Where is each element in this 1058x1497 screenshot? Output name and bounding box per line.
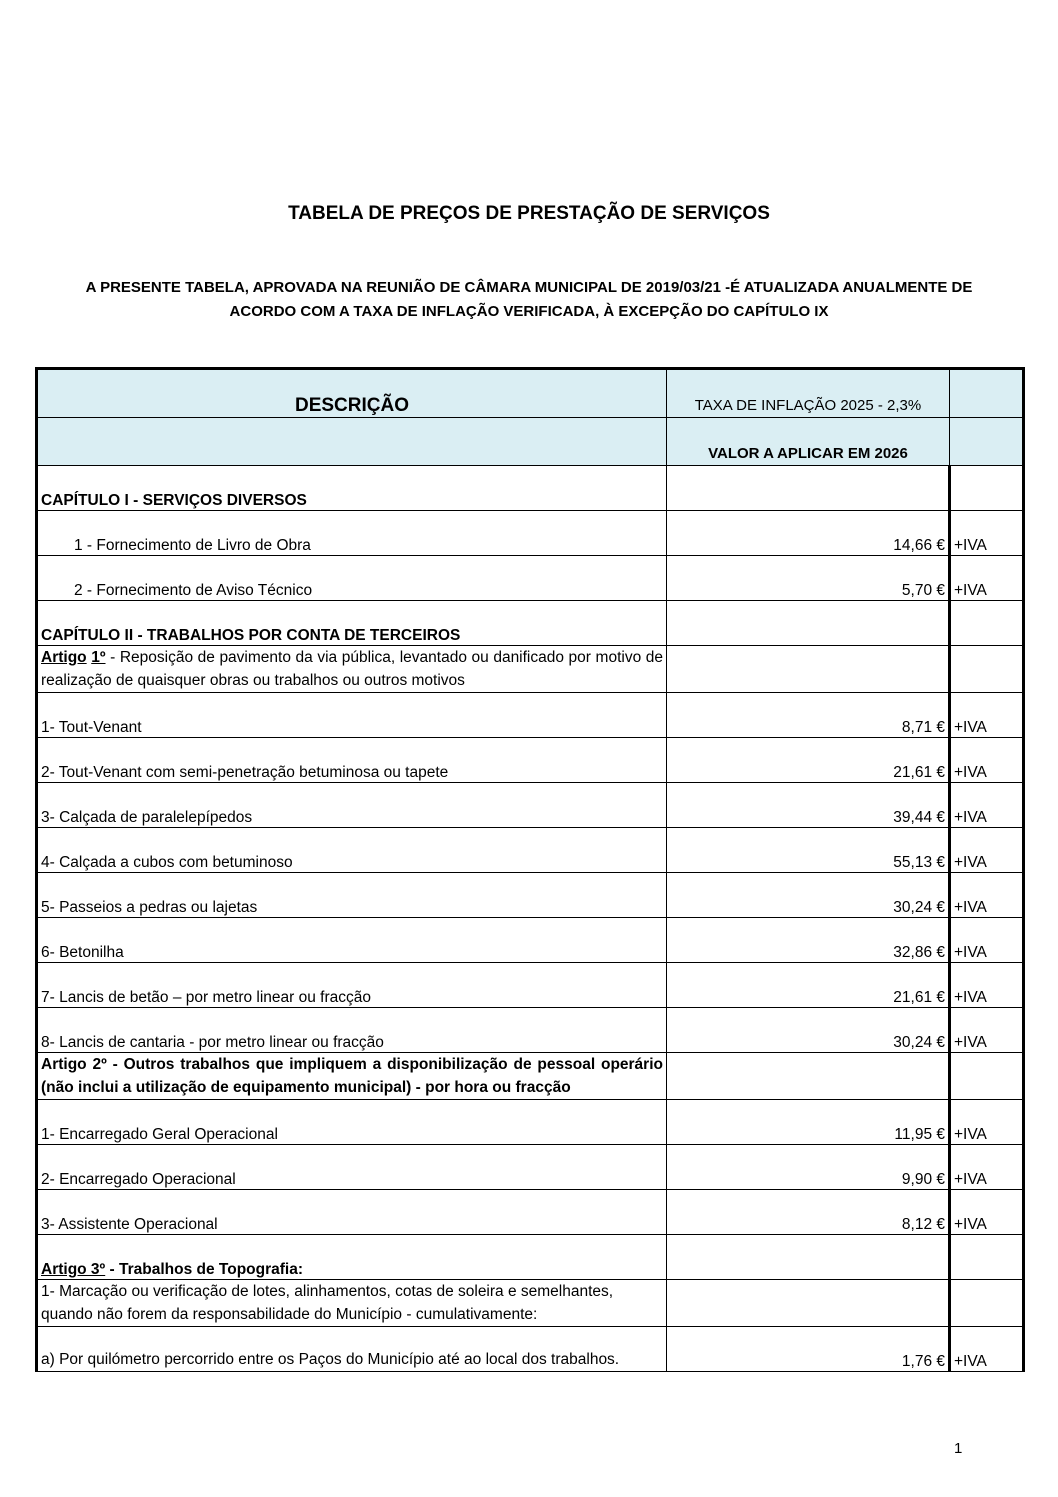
table-row [37,556,1024,601]
chapter-1-title: CAPÍTULO I - SERVIÇOS DIVERSOS [37,466,667,511]
chapter-2-title: CAPÍTULO II - TRABALHOS POR CONTA DE TERCEIROS [37,601,667,646]
empty-cell [950,1280,1024,1327]
item-label: 2- Tout-Venant com semi-penetração betuminosa ou tapete [37,738,667,783]
item-label: 3- Calçada de paralelepípedos [37,783,667,828]
item-label: 2 - Fornecimento de Aviso Técnico [37,556,667,601]
item-value: 39,44 € [667,783,950,828]
item-label: 1 - Fornecimento de Livro de Obra [37,511,667,556]
article-row [37,646,1024,693]
header-row-2 [37,418,1024,466]
table-row [37,828,1024,873]
empty-cell [667,466,950,511]
item-tax: +IVA [950,1327,1024,1372]
header-empty-1 [950,369,1024,418]
item-tax: +IVA [950,511,1024,556]
header-empty-2 [950,418,1024,466]
item-label: 2- Encarregado Operacional [37,1145,667,1190]
item-tax: +IVA [950,918,1024,963]
item-value: 9,90 € [667,1145,950,1190]
item-tax: +IVA [950,1190,1024,1235]
item-value: 5,70 € [667,556,950,601]
article-row [37,1053,1024,1100]
item-value: 8,71 € [667,693,950,738]
item-label: 8- Lancis de cantaria - por metro linear ou fracção [37,1008,667,1053]
article-1-description: - Reposição de pavimento da via pública, levantado ou danificado por motivo de realização de quaisquer obras ou trabalhos ou outros motivos [41,649,663,689]
item-tax: +IVA [950,738,1024,783]
chapter-row [37,601,1024,646]
empty-cell [950,601,1024,646]
item-tax: +IVA [950,556,1024,601]
item-label: 5- Passeios a pedras ou lajetas [37,873,667,918]
table-row [37,963,1024,1008]
document-title: TABELA DE PREÇOS DE PRESTAÇÃO DE SERVIÇOS [288,203,770,224]
item-tax: +IVA [950,783,1024,828]
article-3-label: Artigo 3º [41,1261,106,1278]
header-empty-desc [37,418,667,466]
chapter-row [37,466,1024,511]
item-value: 1,76 € [667,1327,950,1372]
item-value: 30,24 € [667,873,950,918]
empty-cell [950,646,1024,693]
item-tax: +IVA [950,693,1024,738]
article-3-item-1: 1- Marcação ou verificação de lotes, alinhamentos, cotas de soleira e semelhantes, quando não forem da responsabilidade do Município - cumulativamente: [37,1280,667,1327]
empty-cell [950,1053,1024,1100]
empty-cell [667,1235,950,1280]
page-number: 1 [954,1440,963,1457]
table-row [37,1008,1024,1053]
article-1-label: Artigo [41,649,87,666]
item-label: 1- Tout-Venant [37,693,667,738]
table-row [37,738,1024,783]
article-1-number: 1º [91,649,106,666]
item-label: 1- Encarregado Geral Operacional [37,1100,667,1145]
item-tax: +IVA [950,873,1024,918]
price-table [35,367,1025,1372]
table-row [37,511,1024,556]
table-row [37,1145,1024,1190]
table-row [37,873,1024,918]
empty-cell [667,601,950,646]
item-tax: +IVA [950,963,1024,1008]
header-value-2026: VALOR A APLICAR EM 2026 [667,418,950,466]
document-subtitle [50,276,1008,324]
empty-cell [667,1053,950,1100]
item-value: 55,13 € [667,828,950,873]
empty-cell [950,1235,1024,1280]
item-label: 3- Assistente Operacional [37,1190,667,1235]
item-value: 8,12 € [667,1190,950,1235]
article-2-text: Artigo 2º - Outros trabalhos que impliquem a disponibilização de pessoal operário (não inclui a utilização de equipamento municipal) - por hora ou fracção [37,1053,667,1100]
subtitle-line-2: ACORDO COM A TAXA DE INFLAÇÃO VERIFICADA, À EXCEPÇÃO DO CAPÍTULO IX [229,303,829,320]
table-row [37,1190,1024,1235]
article-1-text [37,646,667,693]
table-row [37,783,1024,828]
item-label: 7- Lancis de betão – por metro linear ou fracção [37,963,667,1008]
table-row [37,918,1024,963]
item-value: 30,24 € [667,1008,950,1053]
header-inflation-rate: TAXA DE INFLAÇÃO 2025 - 2,3% [667,369,950,418]
table-row [37,693,1024,738]
item-value: 21,61 € [667,963,950,1008]
article-3-text [37,1235,667,1280]
item-value: 32,86 € [667,918,950,963]
item-value: 14,66 € [667,511,950,556]
table-row [37,1327,1024,1372]
item-tax: +IVA [950,1008,1024,1053]
header-description: DESCRIÇÃO [37,369,667,418]
item-value: 11,95 € [667,1100,950,1145]
item-label: a) Por quilómetro percorrido entre os Paços do Município até ao local dos trabalhos. [37,1327,667,1372]
empty-cell [667,646,950,693]
header-row-1 [37,369,1024,418]
table-row [37,1280,1024,1327]
subtitle-line-1: A PRESENTE TABELA, APROVADA NA REUNIÃO DE CÂMARA MUNICIPAL DE 2019/03/21 -É ATUALIZADA ANUALMENTE DE [85,279,973,296]
item-value: 21,61 € [667,738,950,783]
item-tax: +IVA [950,1100,1024,1145]
item-tax: +IVA [950,1145,1024,1190]
item-label: 4- Calçada a cubos com betuminoso [37,828,667,873]
table-row [37,1100,1024,1145]
article-row [37,1235,1024,1280]
article-3-description: - Trabalhos de Topografia: [105,1261,304,1278]
empty-cell [950,466,1024,511]
item-tax: +IVA [950,828,1024,873]
item-label: 6- Betonilha [37,918,667,963]
empty-cell [667,1280,950,1327]
